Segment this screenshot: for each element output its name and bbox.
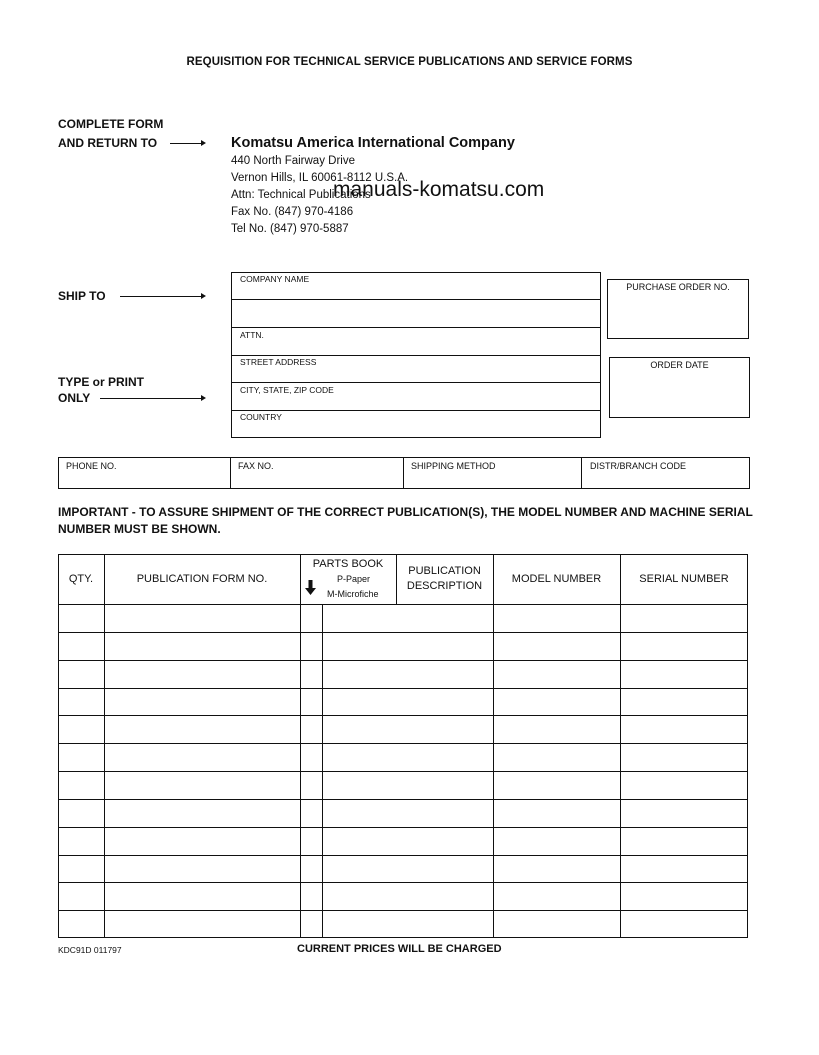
only-label: ONLY [58, 391, 91, 405]
address-line: Attn: Technical Publications [231, 189, 371, 201]
street-address-field[interactable]: STREET ADDRESS [240, 357, 317, 367]
description-header: DESCRIPTION [406, 580, 483, 592]
watermark: manuals-komatsu.com [333, 178, 545, 201]
table-row-divider [58, 882, 748, 883]
table-row-divider [58, 799, 748, 800]
form-code: KDC91D 011797 [58, 945, 122, 955]
serial-number-header: SERIAL NUMBER [639, 573, 729, 585]
address-line: Fax No. (847) 970-4186 [231, 206, 354, 218]
city-state-zip-field[interactable]: CITY, STATE, ZIP CODE [240, 385, 334, 395]
form-no-header: PUBLICATION FORM NO. [136, 573, 268, 585]
address-line: 440 North Fairway Drive [231, 155, 355, 167]
prices-note: CURRENT PRICES WILL BE CHARGED [297, 943, 502, 955]
ship-to-label: SHIP TO [58, 289, 106, 303]
type-or-print-label: TYPE or PRINT [58, 375, 145, 389]
table-row-divider [58, 715, 748, 716]
qty-header: QTY. [68, 573, 94, 585]
table-row-divider [58, 660, 748, 661]
address-line: Tel No. (847) 970-5887 [231, 223, 349, 235]
purchase-order-label: PURCHASE ORDER NO. [626, 282, 730, 292]
company-name: Komatsu America International Company [231, 135, 515, 151]
return-arrow-icon [170, 143, 204, 144]
type-arrow-icon [100, 398, 204, 399]
model-number-header: MODEL NUMBER [511, 573, 602, 585]
country-field[interactable]: COUNTRY [240, 412, 282, 422]
fax-field[interactable]: FAX NO. [238, 461, 274, 471]
return-to-label: AND RETURN TO [58, 136, 158, 150]
publication-header: PUBLICATION [408, 565, 481, 577]
page-title: REQUISITION FOR TECHNICAL SERVICE PUBLICATIONS AND SERVICE FORMS [186, 56, 633, 68]
down-arrow-icon [305, 580, 316, 601]
table-row-divider [58, 910, 748, 911]
ship-to-arrow-icon [120, 296, 204, 297]
table-row-divider [58, 632, 748, 633]
table-row-divider [58, 827, 748, 828]
table-row-divider [58, 771, 748, 772]
phone-field[interactable]: PHONE NO. [66, 461, 117, 471]
address-line: Vernon Hills, IL 60061-8112 U.S.A. [231, 172, 409, 184]
order-date-label: ORDER DATE [650, 360, 709, 370]
branch-code-field[interactable]: DISTR/BRANCH CODE [590, 461, 687, 471]
publication-table [58, 554, 748, 938]
parts-book-header: PARTS BOOK [312, 558, 384, 570]
complete-form-label: COMPLETE FORM [58, 117, 164, 131]
shipping-method-field[interactable]: SHIPPING METHOD [411, 461, 496, 471]
m-microfiche-label: M-Microfiche [327, 589, 379, 599]
company-name-field[interactable]: COMPANY NAME [240, 274, 310, 284]
attn-field[interactable]: ATTN. [240, 330, 264, 340]
table-row-divider [58, 855, 748, 856]
important-notice: IMPORTANT - TO ASSURE SHIPMENT OF THE CORRECT PUBLICATION(S), THE MODEL NUMBER AND MACHINE SERIAL NUMBER MUST BE SHOWN. [58, 505, 753, 536]
table-row-divider [58, 688, 748, 689]
p-paper-label: P-Paper [337, 574, 371, 584]
table-row-divider [58, 743, 748, 744]
